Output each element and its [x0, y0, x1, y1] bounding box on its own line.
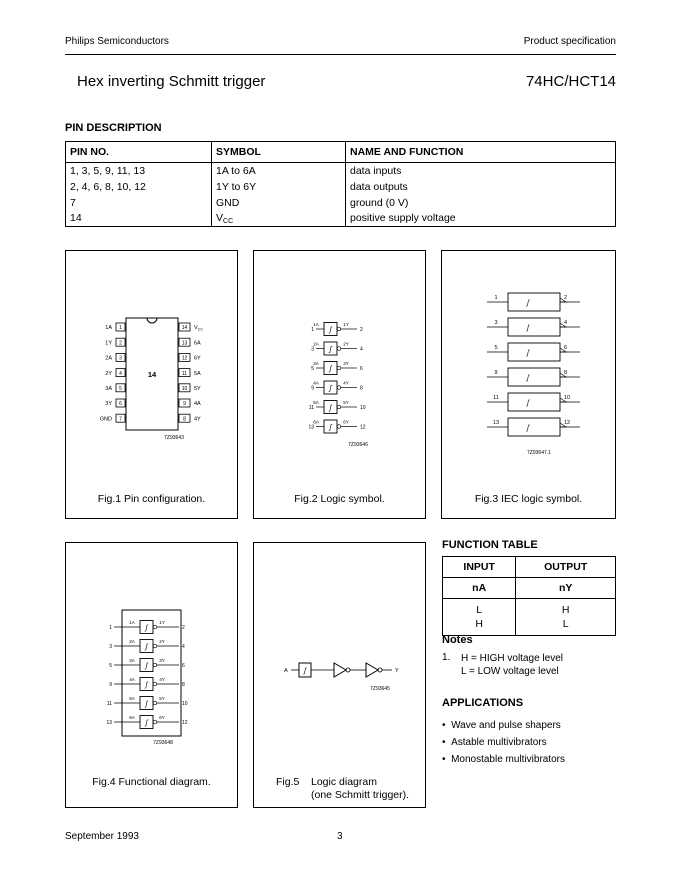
table-cell: ground (0 V) — [346, 195, 616, 211]
pin-label: 6Y — [194, 355, 201, 362]
fig5-caption-num: Fig.5 — [276, 776, 300, 788]
page-title: Hex inverting Schmitt trigger — [77, 73, 266, 90]
schmitt-icon: ʃ — [526, 375, 530, 382]
note-line: L = LOW voltage level — [461, 666, 559, 677]
function-table-heading: FUNCTION TABLE — [442, 539, 538, 551]
pin-label: 2Y — [105, 370, 112, 377]
pin-number: 6 — [119, 401, 122, 408]
input-label: 4A — [313, 380, 319, 386]
footer-page: 3 — [337, 831, 343, 842]
fig4-caption: Fig.4 Functional diagram. — [92, 776, 211, 788]
input-label: 5A — [313, 400, 319, 405]
table-row — [66, 163, 616, 179]
output-pin-number: 8 — [564, 370, 568, 376]
function-table — [442, 556, 616, 636]
schmitt-icon: ʃ — [526, 350, 530, 357]
input-pin-number: 11 — [493, 395, 499, 401]
fig5-diagram — [254, 543, 425, 807]
output-pin-number: 4 — [564, 320, 568, 326]
schmitt-icon: ʃ — [329, 385, 332, 393]
col-header: SYMBOL — [212, 142, 346, 163]
input-pin-number: 3 — [494, 320, 498, 326]
output-pin-number: 10 — [182, 701, 188, 707]
input-label: 3A — [313, 361, 319, 366]
output-label: 5Y — [343, 400, 349, 405]
inverter-bubble — [337, 327, 341, 331]
schmitt-icon: ʃ — [145, 682, 148, 689]
inverter-bubble — [153, 644, 157, 648]
input-label: 4A — [129, 677, 135, 682]
inverter-bubble — [153, 701, 157, 705]
table-cell: 1, 3, 5, 9, 11, 13 — [66, 163, 212, 179]
inverter-icon — [366, 663, 378, 677]
table-row — [66, 195, 616, 211]
table-cell: data outputs — [346, 179, 616, 195]
inverter-bubble — [337, 347, 341, 351]
pin-label: 5A — [194, 370, 201, 377]
pin-label: $V_{CC}$ — [194, 325, 204, 332]
fig1-code: 7Z93643 — [164, 435, 184, 441]
input-pin-number: 9 — [109, 682, 112, 688]
input-label: 2A — [313, 341, 319, 347]
inverter-bubble — [153, 720, 157, 724]
fig5-output-label: Y — [395, 668, 399, 674]
input-label: 5A — [129, 696, 135, 701]
output-label: 2Y — [159, 639, 165, 644]
footer-date: September 1993 — [65, 831, 139, 842]
pin-number: 10 — [181, 386, 188, 392]
fig3-diagram — [442, 251, 615, 518]
pin-number: 5 — [119, 386, 122, 392]
schmitt-icon: ʃ — [526, 400, 530, 407]
schmitt-icon: ʃ — [329, 327, 332, 334]
schmitt-icon: ʃ — [303, 668, 307, 675]
input-pin-number: 5 — [494, 345, 498, 351]
fig5-input-label: A — [284, 668, 288, 674]
table-cell: GND — [212, 195, 346, 211]
pin-number: 3 — [119, 355, 122, 362]
input-pin-number: 5 — [109, 663, 112, 669]
input-value: L — [476, 604, 483, 616]
output-pin-number: 2 — [182, 625, 185, 631]
output-values — [516, 599, 616, 636]
schmitt-icon: ʃ — [145, 644, 148, 651]
pin-number: 7 — [119, 416, 122, 423]
fig5-code: 7Z93645 — [370, 686, 390, 692]
schmitt-icon: ʃ — [145, 625, 148, 632]
output-pin-number: 10 — [360, 405, 366, 411]
list-item: • Monostable multivibrators — [442, 754, 566, 765]
pin-label: 2A — [105, 355, 112, 362]
fig2-diagram — [254, 251, 425, 518]
output-pin-number: 6 — [182, 663, 185, 669]
pin-label: 1A — [105, 325, 112, 332]
input-pin-number: 11 — [308, 405, 314, 411]
schmitt-icon: ʃ — [526, 300, 530, 307]
input-label: 2A — [129, 639, 135, 644]
output-pin-number: 4 — [360, 346, 363, 353]
pin-number: 11 — [181, 370, 188, 377]
iec-gate-box — [508, 318, 560, 336]
table-cell — [212, 211, 346, 227]
input-label: 3A — [129, 658, 135, 663]
pin-number: 9 — [183, 401, 186, 408]
vcc-symbol: V — [216, 211, 224, 224]
schmitt-icon: ʃ — [145, 663, 148, 670]
table-cell: 2, 4, 6, 8, 10, 12 — [66, 179, 212, 195]
inverter-bubble — [153, 663, 157, 667]
output-pin-number: 12 — [182, 720, 188, 726]
fig4-diagram — [66, 543, 237, 807]
pin-number: 4 — [119, 370, 122, 377]
inverter-bubble — [153, 625, 157, 629]
inverter-bubble — [153, 682, 157, 686]
output-pin-number: 8 — [360, 385, 363, 392]
pin-label: 6A — [194, 340, 201, 347]
input-pin-number: 9 — [311, 385, 314, 392]
col-header: NAME AND FUNCTION — [346, 142, 616, 163]
output-label: 5Y — [159, 696, 165, 701]
iec-gate-box — [508, 343, 560, 361]
table-cell: 7 — [66, 195, 212, 211]
applications-list — [442, 717, 565, 768]
pin-label: 1Y — [105, 340, 112, 347]
input-values — [443, 599, 516, 636]
output-pin-number: 6 — [360, 366, 363, 372]
iec-gate-box — [508, 418, 560, 436]
schmitt-icon: ʃ — [329, 405, 332, 412]
fig1-caption: Fig.1 Pin configuration. — [97, 493, 206, 505]
output-subheader: nY — [516, 578, 616, 599]
header-rule — [65, 54, 616, 55]
input-pin-number: 3 — [311, 346, 314, 353]
output-pin-number: 6 — [564, 345, 568, 351]
input-label: 1A — [129, 620, 135, 625]
table-row — [443, 599, 616, 636]
output-pin-number: 12 — [564, 420, 571, 426]
input-pin-number: 9 — [494, 370, 498, 376]
input-subheader: nA — [443, 578, 516, 599]
iec-gate-box — [508, 293, 560, 311]
input-pin-number: 13 — [308, 424, 314, 431]
input-pin-number: 1 — [109, 625, 112, 631]
list-item: • Astable multivibrators — [442, 737, 547, 748]
output-label: 6Y — [159, 715, 165, 720]
output-value: L — [562, 618, 569, 630]
fig5-box — [253, 542, 426, 808]
output-label: 6Y — [343, 419, 349, 425]
col-header: PIN NO. — [66, 142, 212, 163]
output-label: 4Y — [343, 380, 349, 386]
table-header-row — [66, 142, 616, 163]
bullet: • — [442, 720, 446, 731]
input-pin-number: 1 — [311, 327, 314, 333]
pin-number: 8 — [183, 416, 186, 423]
output-pin-number: 10 — [564, 395, 571, 401]
fig3-code: 7Z93647.1 — [527, 450, 551, 456]
pin-label: 4A — [194, 401, 201, 408]
schmitt-icon: ʃ — [526, 425, 530, 432]
schmitt-icon: ʃ — [526, 325, 530, 332]
doc-type: Product specification — [523, 36, 616, 47]
schmitt-icon: ʃ — [145, 720, 148, 727]
inverter-bubble — [337, 425, 341, 429]
iec-gate-box — [508, 368, 560, 386]
inverter-bubble — [337, 405, 341, 409]
fig5-caption — [311, 776, 409, 802]
input-label: 6A — [129, 715, 135, 720]
output-label: 3Y — [159, 658, 165, 663]
note-text — [461, 652, 563, 678]
pin-number: 14 — [181, 325, 188, 332]
schmitt-icon: ʃ — [329, 366, 332, 373]
fig2-caption: Fig.2 Logic symbol. — [294, 493, 385, 505]
schmitt-icon: ʃ — [145, 701, 148, 708]
iec-gate-box — [508, 393, 560, 411]
table-cell: 14 — [66, 211, 212, 227]
schmitt-icon: ʃ — [329, 346, 332, 354]
input-pin-number: 5 — [311, 366, 314, 372]
fig1-box — [65, 250, 238, 519]
bullet: • — [442, 754, 446, 765]
vcc-subscript: CC — [223, 217, 234, 225]
pin-description-table — [65, 141, 616, 227]
inverter-bubble — [337, 366, 341, 370]
note-line: H = HIGH voltage level — [461, 653, 563, 664]
input-label: 1A — [313, 322, 319, 327]
input-value: H — [475, 618, 483, 630]
output-pin-number: 12 — [360, 424, 366, 431]
table-cell: 1Y to 6Y — [212, 179, 346, 195]
applications-heading: APPLICATIONS — [442, 697, 524, 709]
table-row — [66, 211, 616, 227]
input-pin-number: 13 — [492, 420, 500, 426]
bullet: • — [442, 737, 446, 748]
table-cell: 1A to 6A — [212, 163, 346, 179]
fig4-box — [65, 542, 238, 808]
fig1-diagram — [66, 251, 237, 518]
pin-label: GND — [99, 416, 112, 423]
fig2-box — [253, 250, 426, 519]
pin-number: 2 — [119, 340, 122, 347]
output-pin-number: 8 — [182, 682, 185, 688]
input-pin-number: 1 — [494, 295, 498, 301]
fig5-caption-line2: (one Schmitt trigger). — [311, 789, 410, 801]
inverter-bubble — [337, 386, 341, 390]
pin-number: 1 — [119, 325, 122, 332]
fig4-code: 7Z93648 — [153, 740, 173, 746]
input-pin-number: 11 — [106, 701, 112, 707]
notes-heading: Notes — [442, 634, 473, 646]
pin-label: 5Y — [194, 386, 201, 392]
pin-label: 4Y — [194, 416, 201, 423]
chip-number: 14 — [147, 370, 157, 379]
table-header-row — [443, 557, 616, 578]
output-label: 4Y — [159, 677, 165, 682]
input-header: INPUT — [443, 557, 516, 578]
note-number: 1. — [442, 652, 451, 663]
schmitt-icon: ʃ — [329, 424, 332, 432]
fig2-code: 7Z93646 — [348, 442, 368, 448]
output-pin-number: 2 — [564, 295, 568, 301]
table-cell: positive supply voltage — [346, 211, 616, 227]
pin-label: 3Y — [105, 401, 112, 408]
buffer-icon — [334, 663, 346, 677]
table-cell: data inputs — [346, 163, 616, 179]
output-label: 2Y — [343, 341, 349, 347]
pin-number: 13 — [181, 340, 188, 347]
pin-number: 12 — [181, 355, 188, 362]
output-pin-number: 2 — [360, 327, 363, 333]
company-name: Philips Semiconductors — [65, 36, 169, 47]
part-number: 74HC/HCT14 — [525, 73, 616, 90]
input-pin-number: 13 — [106, 720, 112, 726]
table-subheader-row — [443, 578, 616, 599]
output-label: 3Y — [343, 361, 349, 366]
table-row — [66, 179, 616, 195]
input-pin-number: 3 — [109, 644, 112, 650]
output-pin-number: 4 — [182, 644, 185, 650]
output-value: H — [561, 604, 570, 616]
output-header: OUTPUT — [516, 557, 616, 578]
pin-description-heading: PIN DESCRIPTION — [65, 122, 162, 134]
vcc-subscript: CC — [197, 327, 204, 332]
list-item: • Wave and pulse shapers — [442, 720, 561, 731]
input-label: 6A — [313, 419, 319, 425]
fig3-caption: Fig.3 IEC logic symbol. — [474, 493, 583, 505]
output-label: 1Y — [343, 322, 349, 327]
fig5-caption-line1: Logic diagram — [311, 776, 377, 788]
pin-label: 3A — [105, 386, 112, 392]
fig3-box — [441, 250, 616, 519]
output-label: 1Y — [159, 620, 165, 625]
